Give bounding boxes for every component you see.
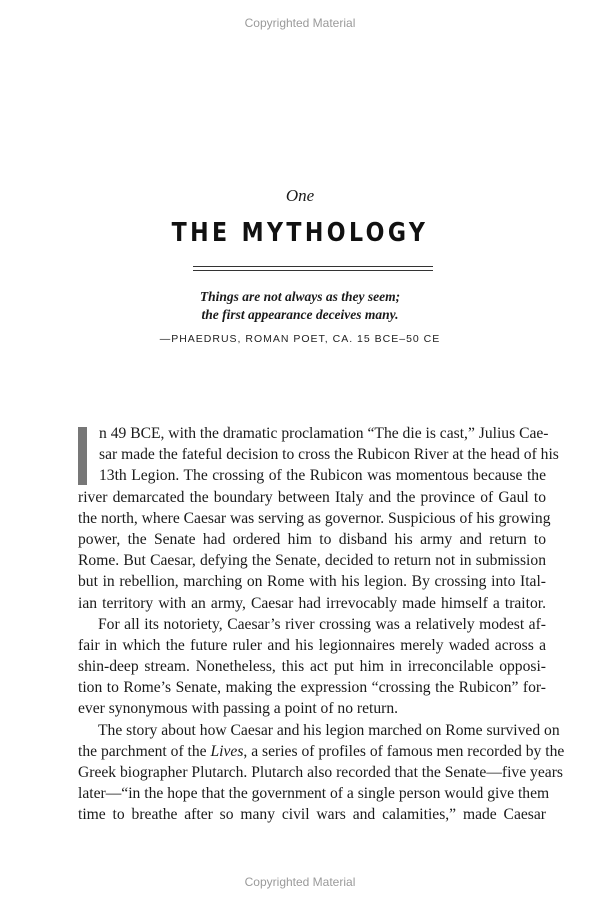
text-run: the parchment of the <box>78 742 211 760</box>
copyright-watermark-top: Copyrighted Material <box>244 16 356 30</box>
epigraph <box>0 288 600 324</box>
epigraph-line: Things are not always as they seem; <box>199 289 401 304</box>
paragraph-line: ever synonymous with passing a point of no return. <box>78 700 399 718</box>
paragraph-line: For all its notoriety, Caesar’s river crossing was a relatively modest af- <box>98 615 546 633</box>
paragraph-line: the north, where Caesar was serving as governor. Suspicious of his growing <box>78 509 551 527</box>
body-text <box>78 423 565 826</box>
text-run: , a series of profiles of famous men recorded by the <box>243 742 565 760</box>
paragraph-line: later—“in the hope that the government of a single person would give them <box>78 785 550 803</box>
paragraph-line: The story about how Caesar and his legion marched on Rome survived on <box>98 721 560 739</box>
chapter-title: THE MYTHOLOGY <box>171 218 429 248</box>
epigraph-line: the first appearance deceives many. <box>201 307 399 322</box>
paragraph-line: Rome. But Caesar, defying the Senate, decided to return not in submission <box>78 552 546 570</box>
paragraph-line: river demarcated the boundary between Italy and the province of Gaul to <box>78 488 546 506</box>
epigraph-attribution: —PHAEDRUS, ROMAN POET, CA. 15 BCE–50 CE <box>159 333 441 345</box>
title-rule-upper <box>193 266 433 267</box>
title-rule-lower <box>193 270 433 271</box>
paragraph-line: n 49 BCE, with the dramatic proclamation “The die is cast,” Julius Cae- <box>99 425 549 442</box>
paragraph-line: but in rebellion, marching on Rome with his legion. By crossing into Ital- <box>78 573 546 591</box>
paragraph-line: 13th Legion. The crossing of the Rubicon was momentous because the <box>99 467 546 485</box>
paragraph-line <box>78 741 565 762</box>
book-title-lives: Lives <box>210 742 244 760</box>
paragraph-line: shin-deep stream. Nonetheless, this act put him in irreconcilable opposi- <box>78 658 546 676</box>
paragraph-line: ian territory with an army, Caesar had irrevocably made himself a traitor. <box>78 594 546 612</box>
paragraph-line: tion to Rome’s Senate, making the expression “crossing the Rubicon” for- <box>78 679 546 697</box>
paragraph-line: fair in which the future ruler and his legionnaires merely waded across a <box>78 636 546 654</box>
paragraph-line: Greek biographer Plutarch. Plutarch also recorded that the Senate—five years <box>78 764 563 781</box>
paragraph-line: time to breathe after so many civil wars and calamities,” made Caesar <box>78 806 546 824</box>
paragraph-line: sar made the fateful decision to cross the Rubicon River at the head of his <box>99 446 559 464</box>
chapter-number: One <box>285 186 315 205</box>
copyright-watermark-bottom: Copyrighted Material <box>244 875 356 889</box>
paragraph-line: power, the Senate had ordered him to disband his army and return to <box>78 530 546 548</box>
